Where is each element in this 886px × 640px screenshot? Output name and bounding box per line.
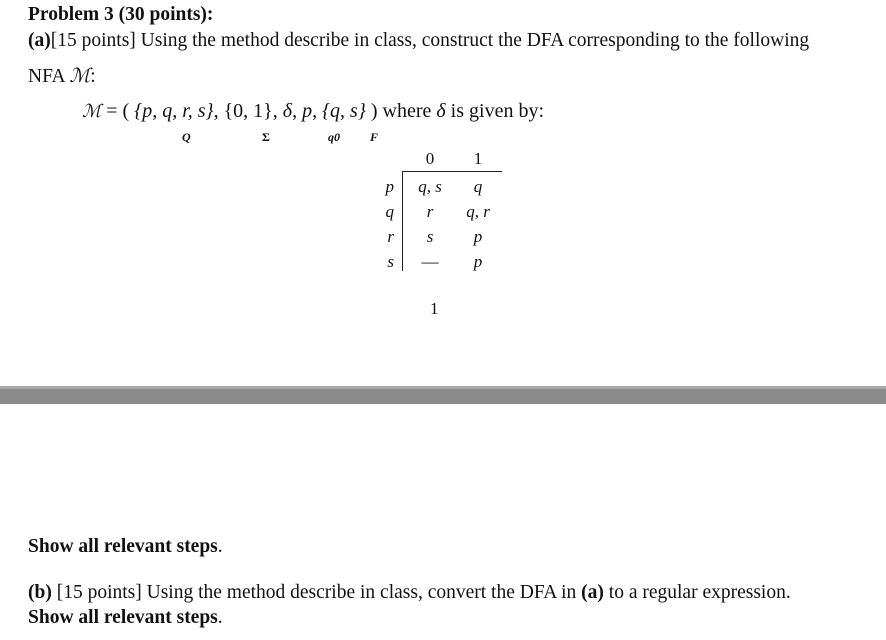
- definition-given: is given by:: [445, 100, 545, 122]
- under-label-sigma: Σ: [262, 130, 270, 144]
- delta-symbol-2: δ: [436, 100, 446, 122]
- table-cell-on1: p: [473, 252, 483, 271]
- page-number: 1: [430, 299, 439, 318]
- under-label-q0: q0: [328, 130, 340, 144]
- show-steps-b-text: Show all relevant steps: [28, 607, 218, 628]
- part-b-label: (b): [28, 582, 52, 603]
- show-steps-a-text: Show all relevant steps: [28, 536, 218, 557]
- table-cell-on1: q: [473, 177, 483, 196]
- table-cell-on0: q, s: [418, 177, 442, 196]
- problem-title: Problem 3 (30 points):: [28, 4, 214, 25]
- final-set: {q, s}: [322, 100, 366, 122]
- table-cell-on0: —: [421, 252, 439, 271]
- definition-where: where: [377, 100, 437, 122]
- table-row-state: q: [385, 202, 394, 221]
- part-b-ref: (a): [581, 582, 604, 603]
- definition-close: ): [365, 100, 378, 122]
- show-steps-b-period: .: [217, 607, 223, 628]
- nfa-definition: ℳ = ( {p, q, r, s}, {0, 1}, δ, p, {q, s} ) where δ is given by:: [82, 100, 545, 122]
- start-state: p: [302, 100, 313, 122]
- delta-symbol: δ: [282, 100, 293, 122]
- show-steps-a: [28, 536, 223, 558]
- under-label-F: F: [370, 130, 379, 144]
- table-header-rule: [402, 171, 502, 172]
- table-header-0: 0: [425, 149, 435, 168]
- show-steps-a-period: .: [217, 536, 223, 557]
- table-header-1: 1: [473, 149, 483, 168]
- table-cell-on0: s: [426, 227, 434, 246]
- part-a-line1: [28, 30, 809, 52]
- table-row-state: p: [385, 177, 394, 196]
- under-label-Q: Q: [182, 130, 191, 144]
- table-cell-on1: p: [473, 227, 483, 246]
- table-cell-on1: q, r: [466, 202, 490, 221]
- definition-eq: = (: [101, 100, 135, 122]
- part-a-label: (a): [28, 30, 51, 51]
- part-a-text: [15 points] Using the method describe in class, construct the DFA corresponding to the following: [50, 30, 810, 51]
- part-b-text-after: to a regular expression.: [603, 582, 791, 603]
- part-b-text-before: [15 points] Using the method describe in class, convert the DFA in: [51, 582, 582, 603]
- states-set: {p, q, r, s}: [134, 100, 214, 122]
- table-row-state: s: [387, 252, 394, 271]
- table-cell-on0: r: [426, 202, 434, 221]
- nfa-symbol: ℳ: [69, 66, 91, 87]
- part-a-line2-prefix: NFA: [28, 66, 70, 87]
- part-a-line2: [28, 64, 96, 88]
- alphabet-set: {0, 1}: [223, 100, 273, 122]
- part-a-line2-suffix: :: [90, 66, 96, 87]
- table-row-state: r: [387, 227, 394, 246]
- page-break-band-highlight: [0, 386, 886, 389]
- show-steps-b: [28, 607, 223, 629]
- part-b-line: [28, 582, 791, 604]
- definition-lhs: ℳ: [82, 101, 102, 122]
